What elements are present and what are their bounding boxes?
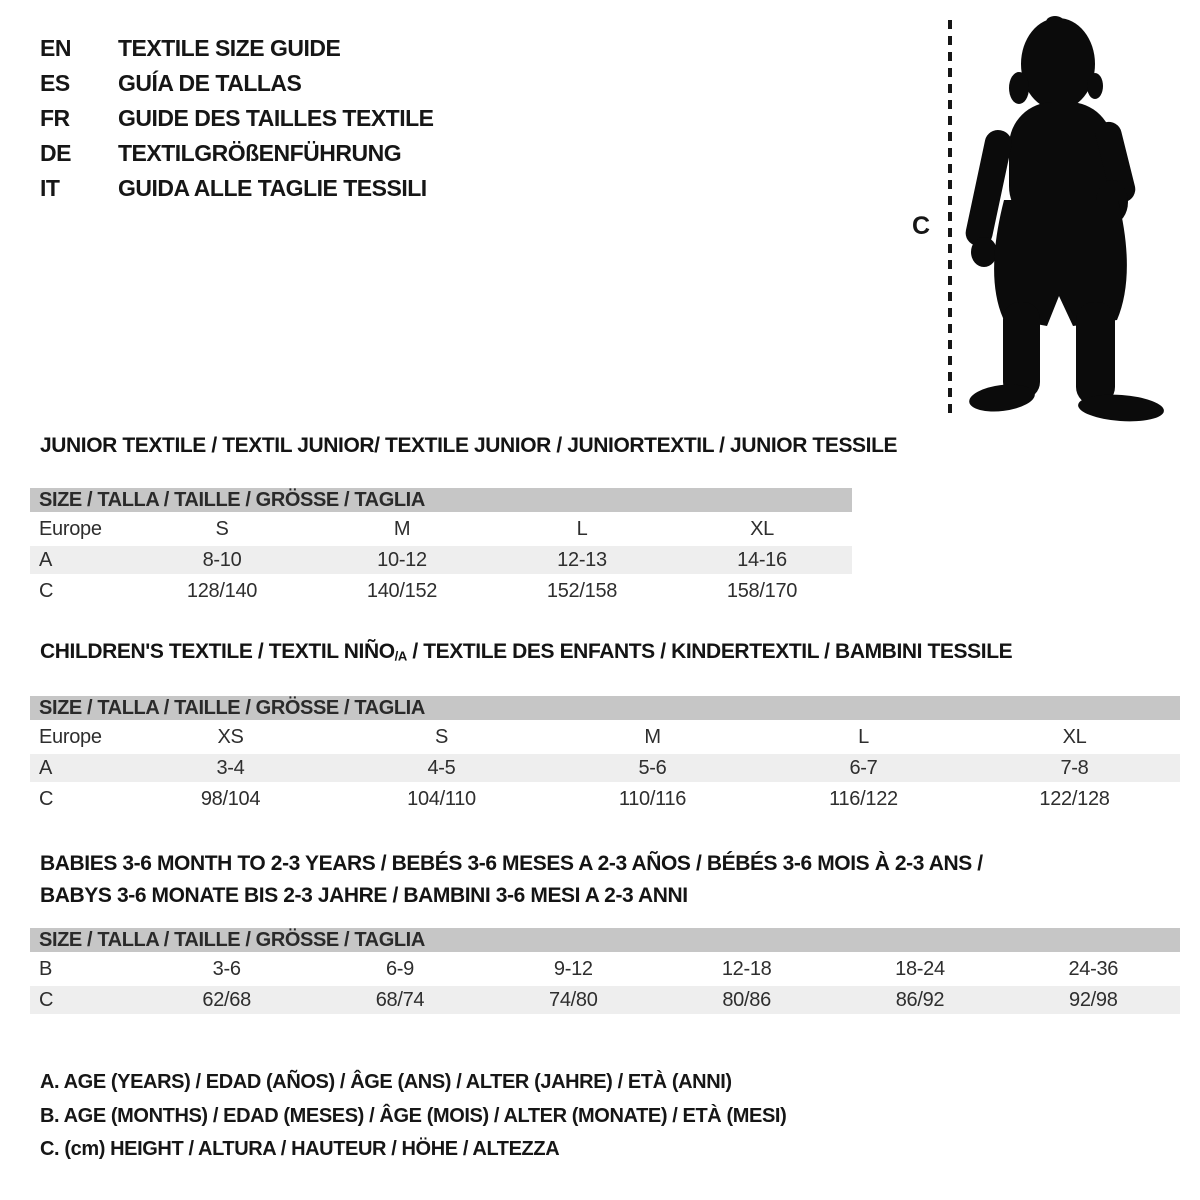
table-cell: 80/86 xyxy=(722,988,771,1011)
table-cell: 110/116 xyxy=(618,787,687,810)
table-cell: XL xyxy=(1062,725,1087,748)
table-cell: M xyxy=(393,517,411,540)
row-cells xyxy=(132,580,852,603)
table-cell: S xyxy=(434,725,449,748)
row-label: C xyxy=(39,988,54,1011)
row-label: A xyxy=(39,756,53,779)
table-cell: 4-5 xyxy=(427,756,456,779)
babies-table-title xyxy=(40,848,1180,912)
table-cell: 24-36 xyxy=(1068,957,1119,980)
row-label: Europe xyxy=(39,725,102,748)
table-cell: 12-18 xyxy=(721,957,772,980)
table-cell: XS xyxy=(217,725,244,748)
table-cell: 7-8 xyxy=(1060,756,1089,779)
language-code: EN xyxy=(40,35,71,61)
table-cell: 98/104 xyxy=(200,787,261,810)
language-row xyxy=(40,171,434,206)
table-cell: 104/110 xyxy=(407,787,476,810)
row-cells xyxy=(140,958,1180,981)
height-measure-label: C xyxy=(912,212,931,240)
toddler-silhouette-icon xyxy=(955,12,1200,422)
table-cell: 3-4 xyxy=(216,756,245,779)
table-row-region xyxy=(30,515,852,543)
children-table-section xyxy=(30,640,1180,813)
row-cells xyxy=(125,726,1180,749)
table-row xyxy=(30,955,1180,983)
babies-table-section xyxy=(30,848,1180,1014)
language-title: GUÍA DE TALLAS xyxy=(118,70,302,96)
table-cell: 122/128 xyxy=(1039,787,1110,810)
table-cell: 152/158 xyxy=(546,579,618,602)
row-label: B xyxy=(39,957,53,980)
language-row xyxy=(40,136,434,171)
table-row-region xyxy=(30,723,1180,751)
table-cell: 6-7 xyxy=(849,756,878,779)
children-title-pre: CHILDREN'S TEXTILE / TEXTIL NIÑO xyxy=(40,640,395,663)
language-row xyxy=(40,31,434,66)
table-cell: 62/68 xyxy=(202,988,251,1011)
size-header-bar: SIZE / TALLA / TAILLE / GRÖSSE / TAGLIA xyxy=(30,928,1180,952)
table-cell: 9-12 xyxy=(553,957,593,980)
table-row xyxy=(30,785,1180,813)
table-cell: 3-6 xyxy=(212,957,241,980)
table-cell: 92/98 xyxy=(1069,988,1118,1011)
junior-table-title: JUNIOR TEXTILE / TEXTIL JUNIOR/ TEXTILE JUNIOR / JUNIORTEXTIL / JUNIOR TESSILE xyxy=(40,434,898,457)
table-cell: 10-12 xyxy=(377,548,427,571)
size-header-bar: SIZE / TALLA / TAILLE / GRÖSSE / TAGLIA xyxy=(30,696,1180,720)
table-row xyxy=(30,577,852,605)
legend-line-c: C. (cm) HEIGHT / ALTURA / HAUTEUR / HÖHE / ALTEZZA xyxy=(40,1138,560,1160)
table-cell: 116/122 xyxy=(829,787,898,810)
legend-line-a: A. AGE (YEARS) / EDAD (AÑOS) / ÂGE (ANS) / ALTER (JAHRE) / ETÀ (ANNI) xyxy=(40,1071,732,1093)
table-cell: L xyxy=(576,517,588,540)
size-header-bar: SIZE / TALLA / TAILLE / GRÖSSE / TAGLIA xyxy=(30,488,852,512)
row-cells xyxy=(132,549,852,572)
table-row xyxy=(30,546,852,574)
measure-legend xyxy=(40,1066,786,1167)
table-cell: XL xyxy=(750,517,774,540)
row-cells xyxy=(140,989,1180,1012)
babies-title-line1: BABIES 3-6 MONTH TO 2-3 YEARS / BEBÉS 3-6 MESES A 2-3 AÑOS / BÉBÉS 3-6 MOIS À 2-3 ANS / xyxy=(40,852,983,875)
table-cell: 74/80 xyxy=(549,988,598,1011)
table-cell: 140/152 xyxy=(366,579,438,602)
table-cell: 86/92 xyxy=(895,988,945,1011)
language-code: IT xyxy=(40,175,60,201)
table-cell: M xyxy=(644,725,661,748)
children-table-title xyxy=(40,640,1180,668)
table-cell: 128/140 xyxy=(186,579,258,602)
row-cells xyxy=(125,788,1180,811)
table-cell: 12-13 xyxy=(557,548,607,571)
language-title-list xyxy=(40,31,434,206)
table-cell: 158/170 xyxy=(726,579,798,602)
row-label: A xyxy=(39,548,53,571)
table-row xyxy=(30,754,1180,782)
row-label: C xyxy=(39,579,54,602)
table-cell: 18-24 xyxy=(895,957,945,980)
language-title: GUIDA ALLE TAGLIE TESSILI xyxy=(118,175,427,201)
height-measure-dashed-line xyxy=(948,20,952,416)
table-row xyxy=(30,986,1180,1014)
table-cell: S xyxy=(215,517,229,540)
table-cell: 14-16 xyxy=(737,548,787,571)
language-title: TEXTILE SIZE GUIDE xyxy=(118,35,341,61)
language-row xyxy=(40,66,434,101)
children-title-post: / TEXTILE DES ENFANTS / KINDERTEXTIL / BAMBINI TESSILE xyxy=(406,640,1013,663)
language-title: GUIDE DES TAILLES TEXTILE xyxy=(118,105,434,131)
language-code: DE xyxy=(40,140,71,166)
babies-title-line2: BABYS 3-6 MONATE BIS 2-3 JAHRE / BAMBINI 3-6 MESI A 2-3 ANNI xyxy=(40,884,688,907)
junior-table-section xyxy=(30,434,898,605)
language-title: TEXTILGRÖßENFÜHRUNG xyxy=(118,140,402,166)
language-row xyxy=(40,101,434,136)
language-code: FR xyxy=(40,105,70,131)
language-code: ES xyxy=(40,70,70,96)
table-cell: 6-9 xyxy=(385,957,414,980)
row-cells xyxy=(132,518,852,541)
table-cell: L xyxy=(858,725,869,748)
row-cells xyxy=(125,757,1180,780)
legend-line-b: B. AGE (MONTHS) / EDAD (MESES) / ÂGE (MOIS) / ALTER (MONATE) / ETÀ (MESI) xyxy=(40,1104,787,1127)
row-label: Europe xyxy=(39,517,102,540)
children-title-subscript: /A xyxy=(394,648,407,664)
table-cell: 5-6 xyxy=(638,756,667,779)
table-cell: 8-10 xyxy=(202,548,242,571)
table-cell: 68/74 xyxy=(375,988,425,1011)
row-label: C xyxy=(39,787,54,810)
